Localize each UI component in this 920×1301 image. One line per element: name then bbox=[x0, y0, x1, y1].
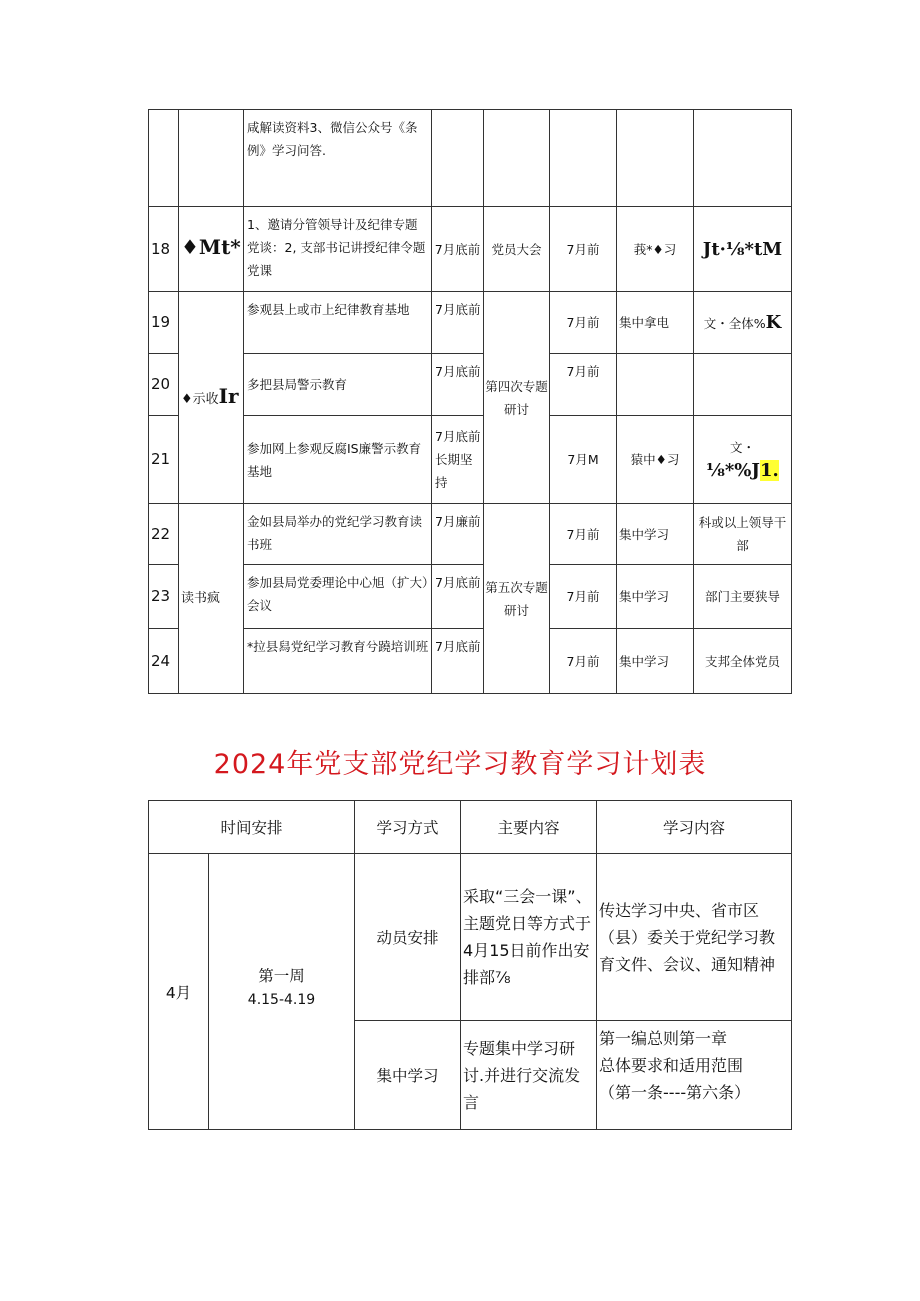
table-row bbox=[149, 354, 792, 416]
method-cell: 集中学习 bbox=[617, 504, 694, 565]
deadline-cell: 7月前 bbox=[550, 565, 617, 629]
deadline-cell: 7月前 bbox=[550, 629, 617, 694]
study-line: 总体要求和适用范围 bbox=[599, 1056, 744, 1075]
row-number: 22 bbox=[149, 504, 179, 565]
row-number: 20 bbox=[149, 354, 179, 416]
time-cell: 7月廉前 bbox=[432, 504, 484, 565]
target-cell: 部门主要狭导 bbox=[694, 565, 792, 629]
time-cell bbox=[432, 110, 484, 207]
method-cell: 集中拿电 bbox=[617, 292, 694, 354]
method-cell bbox=[617, 354, 694, 416]
category-cell bbox=[179, 110, 244, 207]
week-dates: 4.15-4.19 bbox=[247, 992, 316, 1008]
category-cell: 读书疯 bbox=[179, 504, 244, 694]
desc-cell: *拉县舄党纪学习教育兮蹺培训班 bbox=[244, 629, 432, 694]
row-number: 23 bbox=[149, 565, 179, 629]
deadline-cell: 7月前 bbox=[550, 207, 617, 292]
header-content: 主要内容 bbox=[461, 801, 597, 854]
target-cell bbox=[694, 110, 792, 207]
table-row bbox=[149, 207, 792, 292]
desc-cell: 参观县上或市上纪律教育基地 bbox=[244, 292, 432, 354]
study-line: 第一编总则第一章 bbox=[599, 1029, 728, 1048]
week-cell bbox=[209, 854, 355, 1130]
target-text-bold: ⅛*%J bbox=[706, 460, 760, 481]
table-row bbox=[149, 416, 792, 504]
form-cell: 第五次专题研讨 bbox=[484, 504, 550, 694]
method-cell: 集中学习 bbox=[617, 565, 694, 629]
upper-plan-table bbox=[148, 109, 792, 694]
week-label: 第一周 bbox=[258, 967, 305, 985]
category-label: ♦Mt* bbox=[181, 235, 241, 259]
time-cell: 7月底前 bbox=[432, 565, 484, 629]
desc-cell: 参加网上参观反腐IS廉警示教育基地 bbox=[244, 416, 432, 504]
category-cell bbox=[179, 207, 244, 292]
study-plan-table bbox=[148, 800, 792, 1130]
target-cell: 支邦全体党员 bbox=[694, 629, 792, 694]
deadline-cell: 7月M bbox=[550, 416, 617, 504]
form-cell: 第四次专题研讨 bbox=[484, 292, 550, 504]
deadline-cell bbox=[550, 110, 617, 207]
target-text: 文・全体% bbox=[703, 315, 766, 331]
target-text: 文・ bbox=[729, 440, 755, 455]
target-cell bbox=[694, 354, 792, 416]
form-cell bbox=[484, 110, 550, 207]
deadline-cell: 7月前 bbox=[550, 504, 617, 565]
method-cell: 猿中♦习 bbox=[617, 416, 694, 504]
method-cell bbox=[617, 110, 694, 207]
header-method: 学习方式 bbox=[355, 801, 461, 854]
method-cell: 集中学习 bbox=[355, 1021, 461, 1130]
target-cell bbox=[694, 292, 792, 354]
month-cell: 4月 bbox=[149, 854, 209, 1130]
time-cell: 7月底前长期坚持 bbox=[432, 416, 484, 504]
header-time: 时间安排 bbox=[149, 801, 355, 854]
num-cell bbox=[149, 110, 179, 207]
study-cell: 传达学习中央、省市区（县）委关于党纪学习教育文件、会议、通知精神 bbox=[597, 854, 792, 1021]
time-cell: 7月底前 bbox=[432, 354, 484, 416]
document-title: 2024年党支部党纪学习教育学习计划表 bbox=[213, 749, 707, 780]
table-row bbox=[149, 504, 792, 565]
desc-cell: 1、邀请分管领导计及纪律专题党谈：2, 支部书记讲授纪律令题党课 bbox=[244, 207, 432, 292]
desc-cell: 多把县局警示教育 bbox=[244, 354, 432, 416]
method-cell: 集中学习 bbox=[617, 629, 694, 694]
category-label-bold: Ir bbox=[218, 383, 239, 408]
desc-cell: 咸解读资料3、微信公众号《条例》学习问答. bbox=[244, 110, 432, 207]
table-header-row bbox=[149, 801, 792, 854]
method-cell: 莪*♦习 bbox=[617, 207, 694, 292]
study-cell bbox=[597, 1021, 792, 1130]
deadline-cell: 7月前 bbox=[550, 292, 617, 354]
table-row bbox=[149, 629, 792, 694]
table-row bbox=[149, 565, 792, 629]
content-cell: 采取“三会一课”、主题党日等方式于4月15日前作出安排部⅞ bbox=[461, 854, 597, 1021]
desc-cell: 参加县局党委理论中心旭（扩大）会议 bbox=[244, 565, 432, 629]
desc-cell: 金如县局举办的党纪学习教育读书班 bbox=[244, 504, 432, 565]
target-cell: 科或以上领导干部 bbox=[694, 504, 792, 565]
method-cell: 动员安排 bbox=[355, 854, 461, 1021]
row-number: 19 bbox=[149, 292, 179, 354]
deadline-cell: 7月前 bbox=[550, 354, 617, 416]
row-number: 18 bbox=[149, 207, 179, 292]
table-row bbox=[149, 854, 792, 1021]
row-number: 21 bbox=[149, 416, 179, 504]
category-label: ♦示收 bbox=[181, 391, 219, 407]
time-cell: 7月底前 bbox=[432, 207, 484, 292]
header-study: 学习内容 bbox=[597, 801, 792, 854]
form-cell: 党员大会 bbox=[484, 207, 550, 292]
table-row bbox=[149, 292, 792, 354]
time-cell: 7月底前 bbox=[432, 629, 484, 694]
time-cell: 7月底前 bbox=[432, 292, 484, 354]
category-cell bbox=[179, 292, 244, 504]
target-text-bold: K bbox=[765, 311, 782, 333]
study-line: （第一条----第六条） bbox=[599, 1083, 751, 1102]
target-cell: Jt·⅛*tM bbox=[694, 207, 792, 292]
target-cell bbox=[694, 416, 792, 504]
table-row bbox=[149, 110, 792, 207]
content-cell: 专题集中学习研讨.并进行交流发言 bbox=[461, 1021, 597, 1130]
target-highlight: 1. bbox=[759, 460, 779, 481]
row-number: 24 bbox=[149, 629, 179, 694]
